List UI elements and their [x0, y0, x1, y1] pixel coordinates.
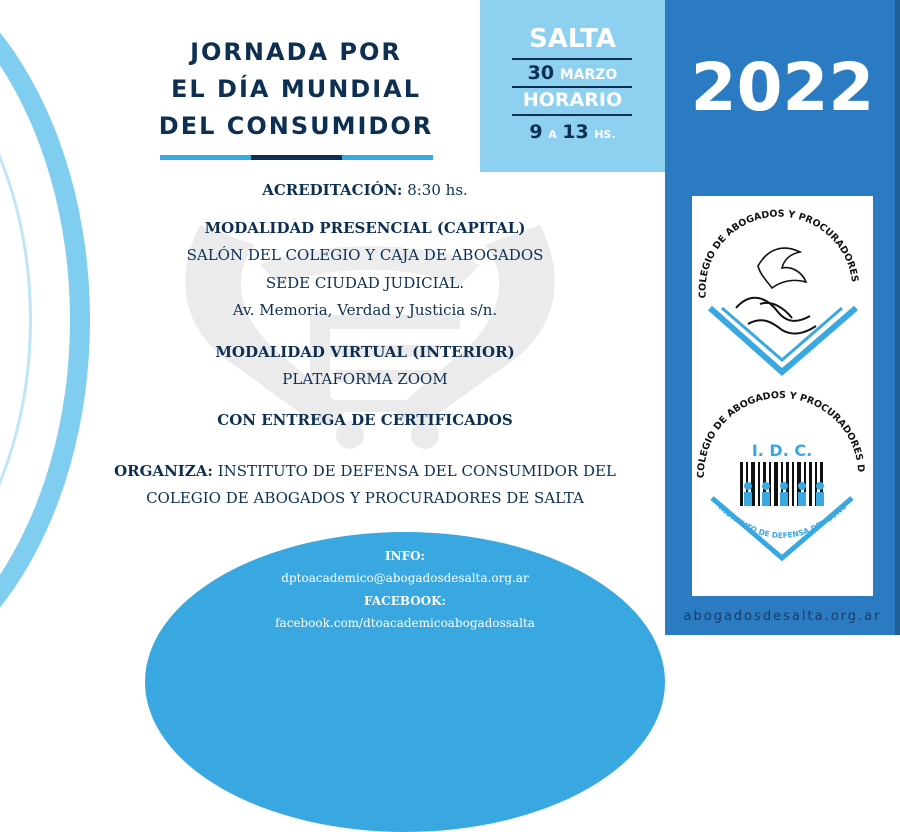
organiza-label: ORGANIZA: [114, 462, 213, 480]
event-year: 2022 [690, 49, 875, 126]
idc-logo [692, 390, 873, 595]
info-label: INFO: [385, 549, 425, 563]
logos-card [692, 196, 873, 596]
website-link[interactable]: abogadosdesalta.org.ar [683, 609, 882, 624]
info-email-link[interactable]: dptoacademico@abogadosdesalta.org.ar [281, 571, 529, 585]
certificados-line: CON ENTREGA DE CERTIFICADOS [217, 411, 513, 429]
hours-unit: HS. [594, 128, 616, 141]
organiza-line-2: COLEGIO DE ABOGADOS Y PROCURADORES DE SALTA [146, 489, 584, 507]
presencial-line-1: SALÓN DEL COLEGIO Y CAJA DE ABOGADOS [186, 246, 544, 264]
colegio-name-part1: COLEGIO DE ABOGADOS Y P [697, 208, 807, 299]
title-line-3: DEL CONSUMIDOR [158, 112, 434, 140]
event-month: MARZO [559, 67, 618, 83]
event-hours [480, 120, 665, 147]
title-line-1: JORNADA POR [190, 38, 402, 66]
right-edge-bar [895, 0, 900, 635]
acreditacion-line [90, 181, 640, 199]
date-rule-bottom [512, 114, 632, 116]
event-day: 30 [527, 62, 555, 84]
horario-label: HORARIO [522, 89, 623, 111]
date-rule-top [512, 58, 632, 60]
virtual-platform: PLATAFORMA ZOOM [282, 370, 448, 388]
idc-institute-name: INSTITUTO DE DEFENSA DEL CONS [716, 502, 849, 541]
colegio-name-part2: ROCURADORES [803, 213, 861, 283]
hour-end: 13 [562, 121, 589, 143]
colegio-abogados-logo [692, 196, 873, 386]
title-line-2: EL DÍA MUNDIAL [171, 75, 421, 103]
handshake-icon [736, 298, 816, 334]
virtual-heading: MODALIDAD VIRTUAL (INTERIOR) [215, 343, 515, 361]
event-date [480, 61, 665, 87]
title-underline-accent [251, 155, 342, 160]
city-label: SALTA [529, 24, 616, 54]
hour-start: 9 [529, 121, 543, 143]
facebook-label: FACEBOOK: [364, 594, 446, 608]
event-title [140, 34, 452, 145]
idc-colegio-name-part2: ROCURADORES D [804, 394, 867, 473]
hour-separator: A [548, 128, 557, 141]
dove-icon [758, 248, 806, 288]
acreditacion-label: ACREDITACIÓN: [262, 181, 403, 199]
presencial-heading: MODALIDAD PRESENCIAL (CAPITAL) [204, 219, 526, 237]
idc-initials: I. D. C. [751, 441, 813, 460]
presencial-line-2: SEDE CIUDAD JUDICIAL. [265, 274, 465, 292]
organiza-line-1 [90, 462, 640, 480]
event-date-box [480, 0, 665, 172]
idc-colegio-name-part1: COLEGIO DE ABOGADOS Y P [695, 390, 809, 479]
organiza-text-1: INSTITUTO DE DEFENSA DEL CONSUMIDOR DEL [217, 462, 616, 480]
facebook-link[interactable]: facebook.com/dtoacademicoabogadossalta [275, 616, 535, 630]
svg-text:COLEGIO DE ABOGADOS Y PROCURAD [692, 390, 866, 478]
presencial-address: Av. Memoria, Verdad y Justicia s/n. [232, 301, 498, 319]
acreditacion-value: 8:30 hs. [407, 181, 468, 199]
